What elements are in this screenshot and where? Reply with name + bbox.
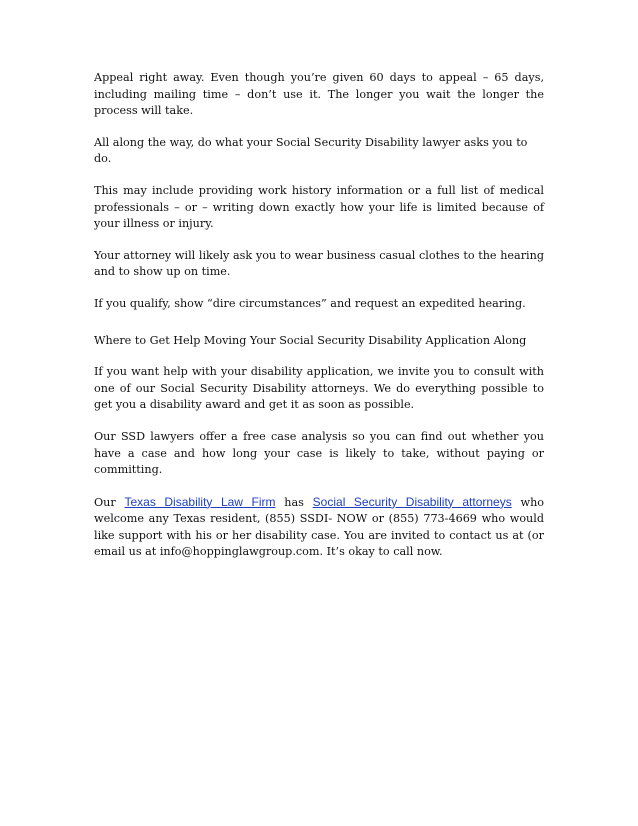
paragraph-free-case-analysis: Our SSD lawyers offer a free case analysis so you can find out whether you have a case and how long your case is likely to take, without paying or committing. [94,429,544,477]
contact-middle: has [275,495,313,509]
paragraph-attorney-dress: Your attorney will likely ask you to wear business casual clothes to the hearing and to show up on time. [94,248,544,279]
paragraph-contact [94,494,544,561]
paragraph-lawyer-asks: All along the way, do what your Social Security Disability lawyer asks you to do. [94,135,528,166]
document-page [94,70,544,576]
texas-disability-law-firm-link[interactable]: Texas Disability Law Firm [124,494,276,509]
paragraph-help-application: If you want help with your disability application, we invite you to consult with one of our Social Security Disability attorneys. We do everything possible to get you a disability award and get it as soon as possible. [94,365,544,412]
contact-prefix: Our [94,495,125,509]
contact-suffix: who welcome any Texas resident, (855) SSDI- NOW or (855) 773-4669 who would like support with his or her disability case. You are invited to contact us at (or email us at info@hoppinglawgroup.com. It’s okay to call now. [94,495,545,559]
paragraph-appeal: Appeal right away. Even though you’re given 60 days to appeal – 65 days, including mailing time – don’t use it. The longer you wait the longer the process will take. [94,71,544,118]
paragraph-expedited-hearing: If you qualify, show “dire circumstances” and request an expedited hearing. [94,296,526,310]
ssd-attorneys-link[interactable]: Social Security Disability attorneys [312,494,512,509]
section-heading: Where to Get Help Moving Your Social Security Disability Application Along [94,333,527,347]
paragraph-work-history: This may include providing work history information or a full list of medical professionals – or – writing down exactly how your life is limited because of your illness or injury. [94,183,544,231]
